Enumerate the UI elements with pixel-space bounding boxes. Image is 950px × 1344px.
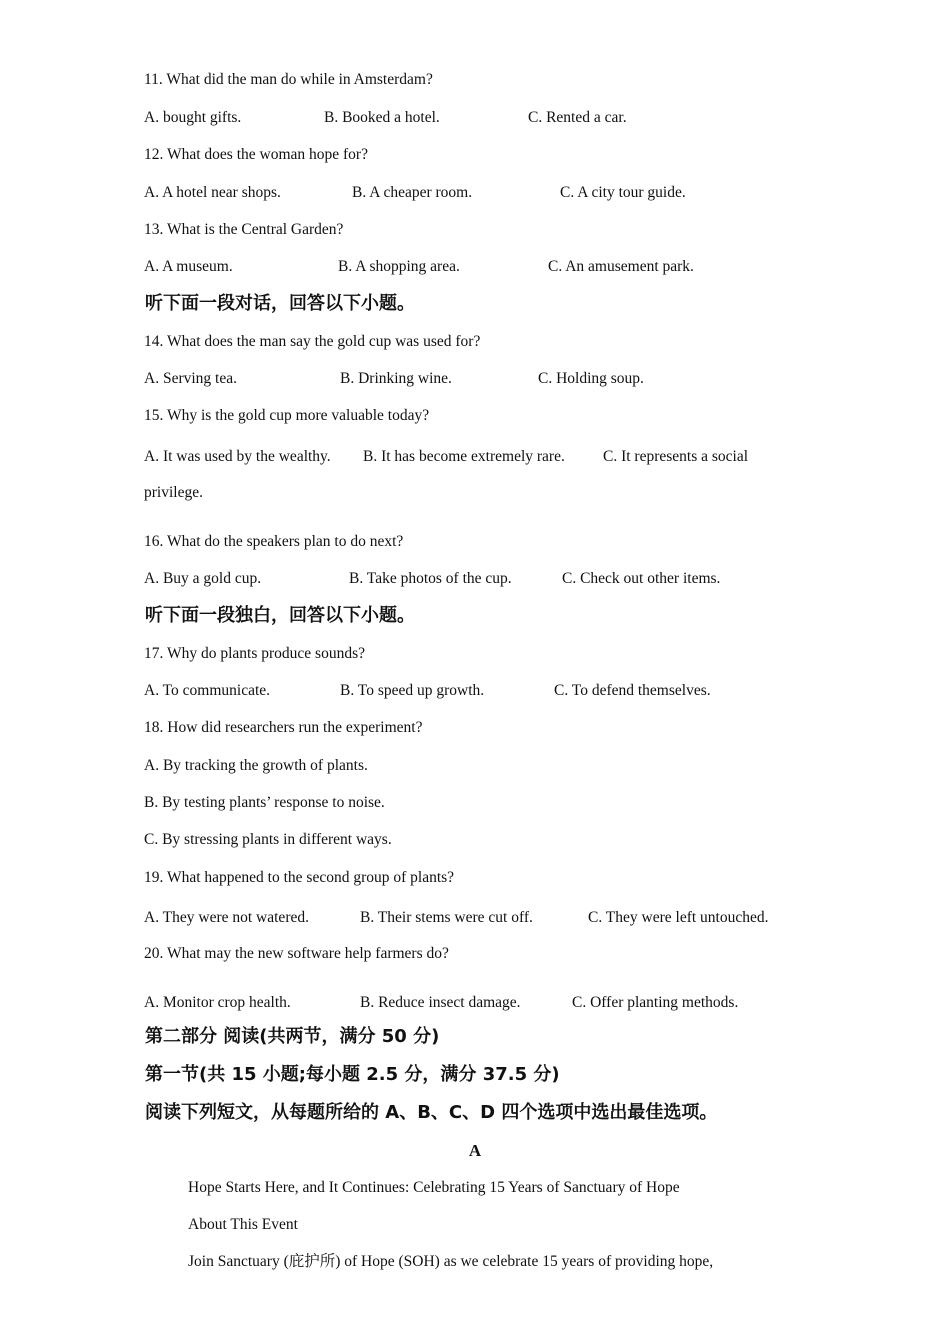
q15-option-c-continued: privilege. bbox=[144, 484, 203, 501]
passage-subtitle: About This Event bbox=[188, 1216, 298, 1233]
dialogue-heading: 听下面一段对话，回答以下小题。 bbox=[145, 293, 415, 314]
q15-option-b: B. It has become extremely rare. bbox=[363, 448, 565, 465]
question-20: 20. What may the new software help farmers do? bbox=[144, 945, 449, 962]
q20-option-a: A. Monitor crop health. bbox=[144, 994, 291, 1011]
q13-option-b: B. A shopping area. bbox=[338, 258, 460, 275]
passage-title: Hope Starts Here, and It Continues: Celebrating 15 Years of Sanctuary of Hope bbox=[188, 1179, 680, 1196]
q20-option-b: B. Reduce insect damage. bbox=[360, 994, 521, 1011]
q14-option-b: B. Drinking wine. bbox=[340, 370, 452, 387]
monologue-heading: 听下面一段独白，回答以下小题。 bbox=[145, 605, 415, 626]
q11-option-c: C. Rented a car. bbox=[528, 109, 627, 126]
question-18: 18. How did researchers run the experiment? bbox=[144, 719, 423, 736]
q16-option-b: B. Take photos of the cup. bbox=[349, 570, 512, 587]
q14-option-c: C. Holding soup. bbox=[538, 370, 644, 387]
q17-option-c: C. To defend themselves. bbox=[554, 682, 711, 699]
q12-option-c: C. A city tour guide. bbox=[560, 184, 686, 201]
q19-option-a: A. They were not watered. bbox=[144, 909, 309, 926]
question-14: 14. What does the man say the gold cup was used for? bbox=[144, 333, 481, 350]
question-17: 17. Why do plants produce sounds? bbox=[144, 645, 365, 662]
question-12: 12. What does the woman hope for? bbox=[144, 146, 368, 163]
question-15: 15. Why is the gold cup more valuable today? bbox=[144, 407, 430, 424]
q18-option-a: A. By tracking the growth of plants. bbox=[144, 757, 368, 774]
q19-option-b: B. Their stems were cut off. bbox=[360, 909, 533, 926]
q20-option-c: C. Offer planting methods. bbox=[572, 994, 739, 1011]
part2-heading: 第二部分 阅读(共两节，满分 50 分) bbox=[145, 1026, 440, 1047]
q17-option-b: B. To speed up growth. bbox=[340, 682, 485, 699]
q16-option-c: C. Check out other items. bbox=[562, 570, 721, 587]
passage-paragraph: Join Sanctuary (庇护所) of Hope (SOH) as we celebrate 15 years of providing hope, bbox=[188, 1253, 714, 1270]
passage-label: A bbox=[468, 1141, 482, 1160]
q13-option-c: C. An amusement park. bbox=[548, 258, 694, 275]
q16-option-a: A. Buy a gold cup. bbox=[144, 570, 262, 587]
q19-option-c: C. They were left untouched. bbox=[588, 909, 769, 926]
q18-option-b: B. By testing plants’ response to noise. bbox=[144, 794, 385, 811]
question-11: 11. What did the man do while in Amsterdam? bbox=[144, 71, 433, 88]
section1-heading: 第一节(共 15 小题;每小题 2.5 分，满分 37.5 分) bbox=[145, 1064, 560, 1085]
question-13: 13. What is the Central Garden? bbox=[144, 221, 344, 238]
q15-option-a: A. It was used by the wealthy. bbox=[144, 448, 331, 465]
q12-option-b: B. A cheaper room. bbox=[352, 184, 473, 201]
q15-option-c: C. It represents a social bbox=[603, 448, 749, 465]
q11-option-a: A. bought gifts. bbox=[144, 109, 242, 126]
q17-option-a: A. To communicate. bbox=[144, 682, 271, 699]
instruction-heading: 阅读下列短文，从每题所给的 A、B、C、D 四个选项中选出最佳选项。 bbox=[145, 1102, 718, 1123]
q12-option-a: A. A hotel near shops. bbox=[144, 184, 281, 201]
q14-option-a: A. Serving tea. bbox=[144, 370, 237, 387]
question-16: 16. What do the speakers plan to do next? bbox=[144, 533, 404, 550]
q18-option-c: C. By stressing plants in different ways. bbox=[144, 831, 392, 848]
q13-option-a: A. A museum. bbox=[144, 258, 233, 275]
q11-option-b: B. Booked a hotel. bbox=[324, 109, 440, 126]
question-19: 19. What happened to the second group of plants? bbox=[144, 869, 455, 886]
